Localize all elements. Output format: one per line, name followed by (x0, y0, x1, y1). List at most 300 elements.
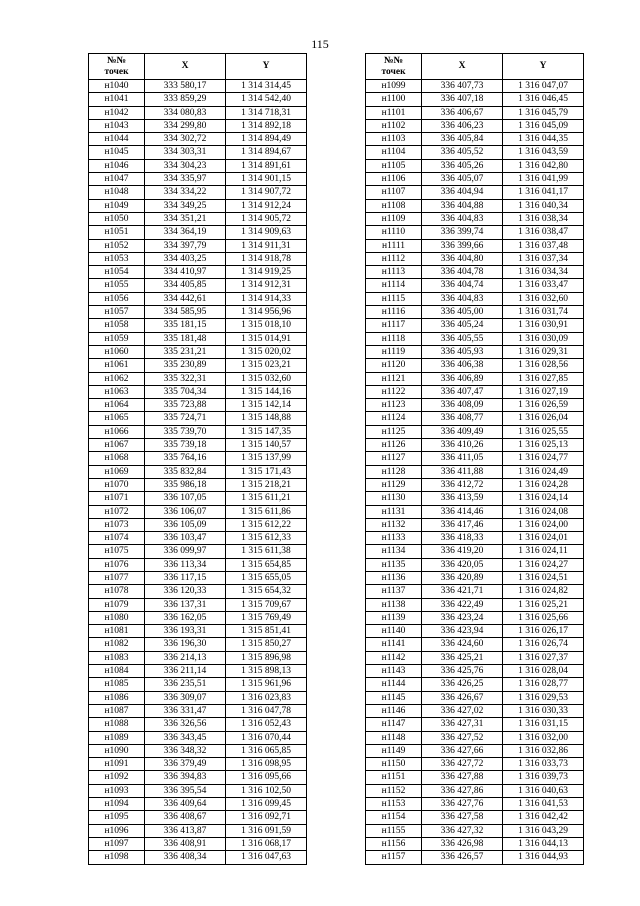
table-row (366, 239, 584, 252)
x-coordinate-cell: 336 404,80 (422, 252, 503, 265)
point-number-cell: н1062 (89, 372, 145, 385)
y-coordinate-cell: 1 316 041,99 (503, 173, 584, 186)
x-coordinate-cell: 336 413,59 (422, 492, 503, 505)
y-coordinate-cell: 1 315 611,21 (226, 492, 307, 505)
point-number-cell: н1136 (366, 571, 422, 584)
point-number-cell: н1050 (89, 212, 145, 225)
table-row (89, 625, 307, 638)
point-number-cell: н1105 (366, 159, 422, 172)
point-number-cell: н1045 (89, 146, 145, 159)
x-coordinate-cell: 336 426,67 (422, 691, 503, 704)
x-coordinate-cell: 334 405,85 (145, 279, 226, 292)
point-number-cell: н1127 (366, 452, 422, 465)
y-coordinate-cell: 1 316 033,73 (503, 758, 584, 771)
table-row (89, 532, 307, 545)
y-coordinate-cell: 1 316 024,14 (503, 492, 584, 505)
point-number-cell: н1052 (89, 239, 145, 252)
point-number-cell: н1148 (366, 731, 422, 744)
y-coordinate-cell: 1 315 851,41 (226, 625, 307, 638)
table-row (89, 678, 307, 691)
table-row (366, 691, 584, 704)
table-row (366, 133, 584, 146)
y-coordinate-cell: 1 315 654,85 (226, 558, 307, 571)
y-coordinate-cell: 1 316 033,47 (503, 279, 584, 292)
table-row (366, 611, 584, 624)
point-number-cell: н1135 (366, 558, 422, 571)
x-coordinate-cell: 336 421,71 (422, 585, 503, 598)
y-coordinate-cell: 1 316 070,44 (226, 731, 307, 744)
table-row (366, 146, 584, 159)
point-number-cell: н1076 (89, 558, 145, 571)
table-row (89, 492, 307, 505)
coordinates-table-right (365, 53, 584, 865)
x-coordinate-cell: 336 414,46 (422, 505, 503, 518)
x-coordinate-cell: 336 106,07 (145, 505, 226, 518)
point-number-cell: н1059 (89, 332, 145, 345)
x-coordinate-cell: 336 420,89 (422, 571, 503, 584)
x-coordinate-cell: 336 404,88 (422, 199, 503, 212)
table-row (366, 345, 584, 358)
point-number-cell: н1157 (366, 851, 422, 864)
y-coordinate-cell: 1 316 024,08 (503, 505, 584, 518)
point-number-cell: н1125 (366, 425, 422, 438)
y-coordinate-cell: 1 316 047,07 (503, 80, 584, 93)
point-number-cell: н1049 (89, 199, 145, 212)
table-row (89, 306, 307, 319)
point-number-cell: н1130 (366, 492, 422, 505)
y-coordinate-cell: 1 315 018,10 (226, 319, 307, 332)
y-coordinate-cell: 1 316 043,59 (503, 146, 584, 159)
y-coordinate-cell: 1 316 024,28 (503, 478, 584, 491)
point-number-cell: н1114 (366, 279, 422, 292)
page-number: 115 (311, 37, 329, 51)
x-coordinate-cell: 336 196,30 (145, 638, 226, 651)
x-coordinate-cell: 336 427,86 (422, 784, 503, 797)
y-coordinate-cell: 1 316 099,45 (226, 798, 307, 811)
point-number-cell: н1123 (366, 399, 422, 412)
table-row (89, 239, 307, 252)
x-coordinate-cell: 336 406,89 (422, 372, 503, 385)
x-coordinate-cell: 335 724,71 (145, 412, 226, 425)
x-coordinate-cell: 336 419,20 (422, 545, 503, 558)
table-row (89, 611, 307, 624)
x-coordinate-cell: 333 580,17 (145, 80, 226, 93)
point-number-cell: н1115 (366, 292, 422, 305)
y-coordinate-cell: 1 316 027,19 (503, 385, 584, 398)
table-row (366, 266, 584, 279)
point-number-cell: н1095 (89, 811, 145, 824)
table-row (366, 585, 584, 598)
y-coordinate-cell: 1 314 911,31 (226, 239, 307, 252)
x-coordinate-cell: 336 422,49 (422, 598, 503, 611)
x-coordinate-cell: 336 411,05 (422, 452, 503, 465)
y-coordinate-cell: 1 315 032,60 (226, 372, 307, 385)
table-row (366, 412, 584, 425)
table-row (89, 598, 307, 611)
table-row (366, 625, 584, 638)
y-coordinate-cell: 1 316 041,17 (503, 186, 584, 199)
y-coordinate-cell: 1 316 024,77 (503, 452, 584, 465)
x-coordinate-cell: 336 407,18 (422, 93, 503, 106)
y-coordinate-cell: 1 316 068,17 (226, 837, 307, 850)
point-number-cell: н1098 (89, 851, 145, 864)
point-number-cell: н1156 (366, 837, 422, 850)
table-row (366, 212, 584, 225)
y-coordinate-cell: 1 315 612,33 (226, 532, 307, 545)
x-coordinate-cell: 336 408,67 (145, 811, 226, 824)
point-number-cell: н1070 (89, 478, 145, 491)
table-row (366, 199, 584, 212)
x-coordinate-cell: 336 424,60 (422, 638, 503, 651)
point-number-cell: н1058 (89, 319, 145, 332)
y-coordinate-cell: 1 316 030,09 (503, 332, 584, 345)
x-coordinate-cell: 336 426,25 (422, 678, 503, 691)
y-coordinate-cell: 1 314 918,78 (226, 252, 307, 265)
table-row (366, 837, 584, 850)
table-row (89, 851, 307, 864)
y-coordinate-cell: 1 314 956,96 (226, 306, 307, 319)
y-coordinate-cell: 1 315 896,98 (226, 651, 307, 664)
table-row (89, 345, 307, 358)
point-number-cell: н1061 (89, 359, 145, 372)
table-row (366, 385, 584, 398)
x-coordinate-cell: 336 137,31 (145, 598, 226, 611)
table-row (89, 691, 307, 704)
y-coordinate-cell: 1 316 030,33 (503, 704, 584, 717)
y-coordinate-cell: 1 316 037,34 (503, 252, 584, 265)
point-number-cell: н1067 (89, 439, 145, 452)
table-row (89, 478, 307, 491)
x-coordinate-cell: 334 080,83 (145, 106, 226, 119)
table-row (366, 439, 584, 452)
table-row (89, 439, 307, 452)
x-coordinate-cell: 336 407,73 (422, 80, 503, 93)
y-coordinate-cell: 1 316 025,55 (503, 425, 584, 438)
y-coordinate-cell: 1 316 028,56 (503, 359, 584, 372)
y-coordinate-cell: 1 316 095,66 (226, 771, 307, 784)
point-number-cell: н1044 (89, 133, 145, 146)
y-coordinate-cell: 1 316 041,53 (503, 798, 584, 811)
point-number-cell: н1093 (89, 784, 145, 797)
column-header-x: X (145, 54, 226, 80)
table-row (366, 292, 584, 305)
point-number-cell: н1141 (366, 638, 422, 651)
table-row (366, 532, 584, 545)
point-number-cell: н1134 (366, 545, 422, 558)
point-number-cell: н1155 (366, 824, 422, 837)
y-coordinate-cell: 1 316 026,17 (503, 625, 584, 638)
point-number-cell: н1091 (89, 758, 145, 771)
x-coordinate-cell: 336 427,31 (422, 718, 503, 731)
point-number-cell: н1054 (89, 266, 145, 279)
x-coordinate-cell: 336 423,94 (422, 625, 503, 638)
y-coordinate-cell: 1 314 909,63 (226, 226, 307, 239)
table-row (366, 704, 584, 717)
y-coordinate-cell: 1 315 709,67 (226, 598, 307, 611)
y-coordinate-cell: 1 316 045,79 (503, 106, 584, 119)
table-row (89, 372, 307, 385)
table-row (366, 359, 584, 372)
y-coordinate-cell: 1 316 040,63 (503, 784, 584, 797)
table-row (366, 758, 584, 771)
point-number-cell: н1120 (366, 359, 422, 372)
x-coordinate-cell: 335 704,34 (145, 385, 226, 398)
y-coordinate-cell: 1 316 027,85 (503, 372, 584, 385)
y-coordinate-cell: 1 316 024,01 (503, 532, 584, 545)
y-coordinate-cell: 1 316 031,74 (503, 306, 584, 319)
column-header-y: Y (226, 54, 307, 80)
point-number-cell: н1131 (366, 505, 422, 518)
x-coordinate-cell: 336 379,49 (145, 758, 226, 771)
x-coordinate-cell: 336 399,66 (422, 239, 503, 252)
y-coordinate-cell: 1 314 901,15 (226, 173, 307, 186)
x-coordinate-cell: 333 859,29 (145, 93, 226, 106)
point-number-cell: н1089 (89, 731, 145, 744)
table-row (366, 372, 584, 385)
point-number-cell: н1129 (366, 478, 422, 491)
y-coordinate-cell: 1 316 028,77 (503, 678, 584, 691)
x-coordinate-cell: 336 405,52 (422, 146, 503, 159)
point-number-cell: н1079 (89, 598, 145, 611)
table-row (89, 571, 307, 584)
y-coordinate-cell: 1 316 039,73 (503, 771, 584, 784)
table-row (366, 824, 584, 837)
x-coordinate-cell: 336 406,67 (422, 106, 503, 119)
x-coordinate-cell: 334 585,95 (145, 306, 226, 319)
point-number-cell: н1071 (89, 492, 145, 505)
x-coordinate-cell: 334 304,23 (145, 159, 226, 172)
point-number-cell: н1043 (89, 119, 145, 132)
x-coordinate-cell: 336 425,21 (422, 651, 503, 664)
x-coordinate-cell: 335 322,31 (145, 372, 226, 385)
x-coordinate-cell: 336 418,33 (422, 532, 503, 545)
y-coordinate-cell: 1 316 025,66 (503, 611, 584, 624)
x-coordinate-cell: 336 427,02 (422, 704, 503, 717)
y-coordinate-cell: 1 316 029,31 (503, 345, 584, 358)
x-coordinate-cell: 336 426,98 (422, 837, 503, 850)
y-coordinate-cell: 1 315 654,32 (226, 585, 307, 598)
point-number-cell: н1092 (89, 771, 145, 784)
x-coordinate-cell: 336 412,72 (422, 478, 503, 491)
x-coordinate-cell: 336 427,76 (422, 798, 503, 811)
table-header-row (366, 54, 584, 80)
y-coordinate-cell: 1 314 907,72 (226, 186, 307, 199)
y-coordinate-cell: 1 314 892,18 (226, 119, 307, 132)
point-number-cell: н1066 (89, 425, 145, 438)
x-coordinate-cell: 336 420,05 (422, 558, 503, 571)
y-coordinate-cell: 1 316 044,93 (503, 851, 584, 864)
y-coordinate-cell: 1 316 102,50 (226, 784, 307, 797)
point-number-cell: н1096 (89, 824, 145, 837)
y-coordinate-cell: 1 316 044,13 (503, 837, 584, 850)
table-row (366, 478, 584, 491)
point-number-cell: н1121 (366, 372, 422, 385)
point-number-cell: н1078 (89, 585, 145, 598)
point-number-cell: н1143 (366, 665, 422, 678)
y-coordinate-cell: 1 315 142,14 (226, 399, 307, 412)
y-coordinate-cell: 1 314 894,49 (226, 133, 307, 146)
point-number-cell: н1085 (89, 678, 145, 691)
x-coordinate-cell: 335 739,18 (145, 439, 226, 452)
x-coordinate-cell: 336 427,72 (422, 758, 503, 771)
x-coordinate-cell: 336 405,00 (422, 306, 503, 319)
y-coordinate-cell: 1 316 026,74 (503, 638, 584, 651)
point-number-cell: н1090 (89, 744, 145, 757)
y-coordinate-cell: 1 316 038,47 (503, 226, 584, 239)
table-row (366, 558, 584, 571)
table-row (366, 226, 584, 239)
table-row (366, 651, 584, 664)
table-row (89, 133, 307, 146)
point-number-cell: н1113 (366, 266, 422, 279)
table-row (89, 252, 307, 265)
x-coordinate-cell: 334 335,97 (145, 173, 226, 186)
x-coordinate-cell: 336 408,91 (145, 837, 226, 850)
y-coordinate-cell: 1 316 052,43 (226, 718, 307, 731)
table-row (89, 585, 307, 598)
x-coordinate-cell: 334 299,80 (145, 119, 226, 132)
table-row (89, 425, 307, 438)
table-row (366, 505, 584, 518)
x-coordinate-cell: 334 351,21 (145, 212, 226, 225)
point-number-cell: н1056 (89, 292, 145, 305)
table-row (89, 212, 307, 225)
table-row (89, 704, 307, 717)
y-coordinate-cell: 1 314 894,67 (226, 146, 307, 159)
point-number-cell: н1153 (366, 798, 422, 811)
column-header-point-number (366, 54, 422, 80)
table-row (366, 638, 584, 651)
y-coordinate-cell: 1 316 032,60 (503, 292, 584, 305)
point-number-cell: н1040 (89, 80, 145, 93)
y-coordinate-cell: 1 314 891,61 (226, 159, 307, 172)
x-coordinate-cell: 336 406,23 (422, 119, 503, 132)
point-number-cell: н1048 (89, 186, 145, 199)
x-coordinate-cell: 336 405,55 (422, 332, 503, 345)
table-row (89, 505, 307, 518)
table-row (89, 718, 307, 731)
point-number-cell: н1053 (89, 252, 145, 265)
y-coordinate-cell: 1 316 092,71 (226, 811, 307, 824)
x-coordinate-cell: 336 427,52 (422, 731, 503, 744)
x-coordinate-cell: 336 404,94 (422, 186, 503, 199)
x-coordinate-cell: 336 427,32 (422, 824, 503, 837)
x-coordinate-cell: 336 395,54 (145, 784, 226, 797)
y-coordinate-cell: 1 316 040,34 (503, 199, 584, 212)
x-coordinate-cell: 334 303,31 (145, 146, 226, 159)
x-coordinate-cell: 335 181,48 (145, 332, 226, 345)
x-coordinate-cell: 334 302,72 (145, 133, 226, 146)
y-coordinate-cell: 1 316 037,48 (503, 239, 584, 252)
y-coordinate-cell: 1 315 014,91 (226, 332, 307, 345)
header-num-label: №№ точек (104, 55, 129, 77)
coordinates-table-left (88, 53, 307, 865)
y-coordinate-cell: 1 316 025,13 (503, 439, 584, 452)
point-number-cell: н1042 (89, 106, 145, 119)
table-row (89, 332, 307, 345)
x-coordinate-cell: 334 410,97 (145, 266, 226, 279)
y-coordinate-cell: 1 316 042,42 (503, 811, 584, 824)
y-coordinate-cell: 1 314 314,45 (226, 80, 307, 93)
point-number-cell: н1081 (89, 625, 145, 638)
table-row (366, 93, 584, 106)
y-coordinate-cell: 1 316 032,86 (503, 744, 584, 757)
x-coordinate-cell: 335 739,70 (145, 425, 226, 438)
table-row (366, 731, 584, 744)
point-number-cell: н1154 (366, 811, 422, 824)
y-coordinate-cell: 1 316 024,51 (503, 571, 584, 584)
x-coordinate-cell: 336 404,78 (422, 266, 503, 279)
x-coordinate-cell: 336 117,15 (145, 571, 226, 584)
point-number-cell: н1151 (366, 771, 422, 784)
x-coordinate-cell: 334 364,19 (145, 226, 226, 239)
column-header-point-number (89, 54, 145, 80)
y-coordinate-cell: 1 316 024,27 (503, 558, 584, 571)
table-row (89, 226, 307, 239)
point-number-cell: н1122 (366, 385, 422, 398)
x-coordinate-cell: 336 417,46 (422, 518, 503, 531)
x-coordinate-cell: 336 405,93 (422, 345, 503, 358)
table-row (366, 332, 584, 345)
table-row (89, 665, 307, 678)
point-number-cell: н1094 (89, 798, 145, 811)
y-coordinate-cell: 1 314 912,24 (226, 199, 307, 212)
point-number-cell: н1138 (366, 598, 422, 611)
y-coordinate-cell: 1 316 038,34 (503, 212, 584, 225)
y-coordinate-cell: 1 315 611,38 (226, 545, 307, 558)
point-number-cell: н1111 (366, 239, 422, 252)
point-number-cell: н1117 (366, 319, 422, 332)
point-number-cell: н1100 (366, 93, 422, 106)
point-number-cell: н1069 (89, 465, 145, 478)
x-coordinate-cell: 336 427,66 (422, 744, 503, 757)
table-row (89, 385, 307, 398)
x-coordinate-cell: 336 408,34 (145, 851, 226, 864)
table-row (89, 798, 307, 811)
x-coordinate-cell: 336 411,88 (422, 465, 503, 478)
x-coordinate-cell: 336 107,05 (145, 492, 226, 505)
table-row (366, 186, 584, 199)
x-coordinate-cell: 336 413,87 (145, 824, 226, 837)
y-coordinate-cell: 1 316 025,21 (503, 598, 584, 611)
point-number-cell: н1065 (89, 412, 145, 425)
y-coordinate-cell: 1 316 028,04 (503, 665, 584, 678)
table-row (89, 93, 307, 106)
point-number-cell: н1057 (89, 306, 145, 319)
point-number-cell: н1119 (366, 345, 422, 358)
point-number-cell: н1073 (89, 518, 145, 531)
table-row (366, 784, 584, 797)
x-coordinate-cell: 335 181,15 (145, 319, 226, 332)
x-coordinate-cell: 334 442,61 (145, 292, 226, 305)
x-coordinate-cell: 336 407,47 (422, 385, 503, 398)
point-number-cell: н1110 (366, 226, 422, 239)
table-row (366, 306, 584, 319)
y-coordinate-cell: 1 315 850,27 (226, 638, 307, 651)
table-row (89, 119, 307, 132)
table-header-row (89, 54, 307, 80)
table-row (89, 146, 307, 159)
y-coordinate-cell: 1 315 655,05 (226, 571, 307, 584)
x-coordinate-cell: 334 397,79 (145, 239, 226, 252)
table-row (89, 784, 307, 797)
y-coordinate-cell: 1 316 023,83 (226, 691, 307, 704)
point-number-cell: н1047 (89, 173, 145, 186)
table-row (366, 598, 584, 611)
point-number-cell: н1068 (89, 452, 145, 465)
y-coordinate-cell: 1 316 046,45 (503, 93, 584, 106)
point-number-cell: н1046 (89, 159, 145, 172)
